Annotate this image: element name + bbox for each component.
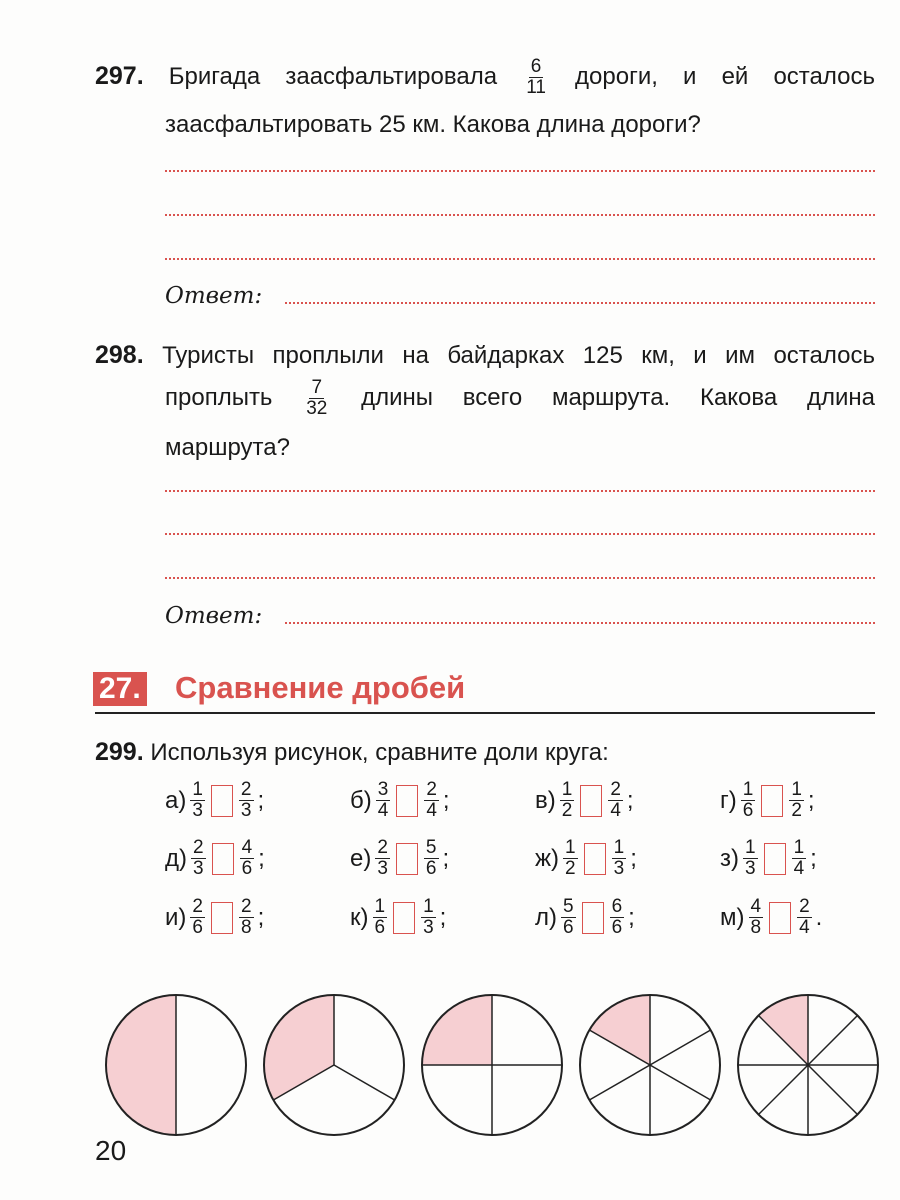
punctuation: ; [807, 786, 815, 814]
item-label: к) [350, 903, 369, 931]
problem-number: 299. [95, 738, 144, 766]
division-line [589, 1065, 650, 1100]
circle-diagrams [0, 980, 900, 1150]
item-label: д) [165, 844, 187, 872]
punctuation: ; [626, 786, 634, 814]
punctuation: ; [442, 786, 450, 814]
item-label: л) [535, 903, 557, 931]
problem-298-line2 [165, 378, 875, 419]
fraction-left [560, 780, 575, 821]
section-number: 27. [93, 672, 147, 706]
division-line [808, 1016, 857, 1065]
comparison-item [720, 838, 817, 879]
numerator: 2 [799, 896, 810, 917]
problem-297-line1 [95, 57, 875, 98]
numerator: 1 [745, 837, 756, 858]
item-label: а) [165, 786, 187, 814]
denominator: 3 [745, 858, 756, 879]
page-number: 20 [95, 1135, 127, 1166]
text: Используя рисунок, сравните доли круга: [150, 739, 609, 766]
fraction-left [376, 780, 391, 821]
circle-6-parts [580, 995, 720, 1135]
fraction-left [373, 897, 388, 938]
circle-8-parts [738, 995, 878, 1135]
fraction-left [743, 838, 758, 879]
answer-field[interactable] [285, 302, 875, 304]
fraction [306, 378, 327, 419]
comparison-sign-box[interactable] [769, 902, 791, 934]
numerator: 1 [565, 837, 576, 858]
comparison-sign-box[interactable] [764, 843, 786, 875]
comparison-item [350, 780, 450, 821]
denominator: 3 [240, 800, 252, 821]
numerator: 1 [561, 779, 573, 800]
fraction-right [789, 780, 804, 821]
fraction-right [608, 780, 623, 821]
answer-line[interactable] [165, 490, 875, 492]
circle-4-parts [422, 995, 562, 1135]
fraction-left [375, 838, 390, 879]
denominator: 8 [750, 917, 762, 938]
denominator: 6 [611, 917, 623, 938]
denominator: 6 [374, 917, 386, 938]
denominator: 3 [423, 917, 434, 938]
division-line [808, 1065, 857, 1114]
comparison-item [535, 897, 635, 938]
punctuation: . [815, 903, 823, 931]
denominator: 11 [526, 77, 546, 98]
problem-298-line1 [95, 340, 875, 371]
comparison-sign-box[interactable] [584, 843, 606, 875]
fraction-right [240, 838, 255, 879]
fraction-left [191, 838, 206, 879]
fraction-right [424, 838, 439, 879]
comparison-sign-box[interactable] [211, 902, 233, 934]
denominator: 8 [240, 917, 252, 938]
punctuation: ; [630, 844, 637, 872]
fraction-left [741, 780, 756, 821]
denominator: 4 [610, 800, 621, 821]
item-label: м) [720, 903, 745, 931]
fraction-right [792, 838, 807, 879]
fraction-left [190, 780, 205, 821]
comparison-item [165, 838, 265, 879]
punctuation: ; [442, 844, 450, 872]
division-line [650, 1030, 711, 1065]
item-label: б) [350, 786, 372, 814]
denominator: 6 [192, 917, 203, 938]
fraction-left [561, 897, 576, 938]
denominator: 4 [426, 800, 437, 821]
numerator: 2 [426, 779, 437, 800]
denominator: 3 [192, 800, 203, 821]
fraction-right [239, 780, 254, 821]
section-title: Сравнение дробей [175, 670, 466, 705]
numerator: 1 [192, 779, 203, 800]
denominator: 6 [425, 858, 437, 879]
punctuation: ; [810, 844, 817, 872]
numerator: 1 [793, 837, 805, 858]
divider [95, 712, 875, 714]
comparison-sign-box[interactable] [580, 785, 602, 817]
numerator: 2 [193, 837, 204, 858]
comparison-item [535, 838, 637, 879]
answer-line[interactable] [165, 533, 875, 535]
answer-line[interactable] [165, 258, 875, 260]
answer-line[interactable] [165, 214, 875, 216]
fraction-left [563, 838, 578, 879]
fraction-right [424, 780, 439, 821]
numerator: 2 [377, 837, 388, 858]
comparison-item [165, 780, 264, 821]
division-line [334, 1065, 395, 1100]
circle-2-parts [106, 995, 246, 1135]
text: проплыть [165, 383, 273, 411]
fraction-left [749, 897, 764, 938]
division-line [650, 1065, 711, 1100]
comparison-item [535, 780, 634, 821]
comparison-item [350, 838, 449, 879]
item-label: е) [350, 844, 372, 872]
text: Бригада заасфальтировала [168, 62, 498, 90]
comparison-item [165, 897, 264, 938]
fraction-right [612, 838, 627, 879]
text: длины всего маршрута. Какова длина [361, 383, 876, 411]
numerator: 2 [610, 779, 621, 800]
problem-number: 298. [95, 341, 144, 369]
denominator: 6 [241, 858, 253, 879]
fraction-right [239, 897, 254, 938]
item-label: и) [165, 903, 187, 931]
denominator: 6 [563, 917, 574, 938]
comparison-sign-box[interactable] [396, 843, 418, 875]
answer-field[interactable] [285, 622, 875, 624]
denominator: 6 [742, 800, 754, 821]
problem-297-line2: заасфальтировать 25 км. Какова длина дороги? [165, 111, 701, 138]
division-line [759, 1065, 808, 1114]
fraction-right [421, 897, 436, 938]
comparison-sign-box[interactable] [393, 902, 415, 934]
fraction-right [797, 897, 812, 938]
shaded-sector [264, 995, 334, 1100]
numerator: 2 [192, 896, 203, 917]
fraction-left [190, 897, 205, 938]
shaded-sector [106, 995, 176, 1135]
item-label: ж) [535, 844, 560, 872]
problem-number: 297. [95, 61, 144, 90]
shaded-sector [759, 995, 808, 1065]
numerator: 4 [750, 896, 762, 917]
comparison-item [720, 897, 822, 938]
comparison-sign-box[interactable] [211, 785, 233, 817]
denominator: 4 [377, 800, 389, 821]
denominator: 3 [377, 858, 388, 879]
text: дороги, и ей осталось [575, 62, 875, 90]
numerator: 5 [563, 896, 574, 917]
shaded-sector [589, 995, 650, 1065]
numerator: 4 [241, 837, 253, 858]
denominator: 2 [565, 858, 576, 879]
numerator: 1 [613, 837, 625, 858]
text: Туристы проплыли на байдарках 125 км, и им осталось [162, 342, 875, 369]
comparison-sign-box[interactable] [212, 843, 234, 875]
answer-label: Ответ: [165, 283, 263, 309]
denominator: 2 [561, 800, 573, 821]
punctuation: ; [257, 903, 265, 931]
numerator: 1 [791, 779, 802, 800]
punctuation: ; [258, 844, 265, 872]
denominator: 3 [613, 858, 625, 879]
numerator: 7 [311, 377, 323, 398]
denominator: 4 [793, 858, 805, 879]
numerator: 6 [611, 896, 623, 917]
numerator: 2 [240, 896, 252, 917]
fraction-right [610, 897, 625, 938]
fraction [526, 57, 546, 98]
comparison-item [350, 897, 446, 938]
numerator: 6 [530, 56, 542, 77]
numerator: 3 [377, 779, 389, 800]
comparison-sign-box[interactable] [761, 785, 783, 817]
punctuation: ; [439, 903, 447, 931]
problem-299-line1 [95, 737, 875, 768]
circle-3-parts [264, 995, 404, 1135]
comparison-sign-box[interactable] [396, 785, 418, 817]
denominator: 32 [306, 398, 328, 419]
punctuation: ; [257, 786, 265, 814]
answer-line[interactable] [165, 577, 875, 579]
comparison-item [720, 780, 815, 821]
comparison-sign-box[interactable] [582, 902, 604, 934]
numerator: 5 [425, 837, 437, 858]
item-label: з) [720, 844, 739, 872]
answer-line[interactable] [165, 170, 875, 172]
numerator: 1 [374, 896, 386, 917]
numerator: 1 [742, 779, 754, 800]
denominator: 3 [193, 858, 204, 879]
numerator: 1 [423, 896, 434, 917]
denominator: 4 [799, 917, 810, 938]
punctuation: ; [628, 903, 635, 931]
problem-298-line3: маршрута? [165, 434, 290, 461]
item-label: г) [720, 786, 737, 814]
numerator: 2 [240, 779, 252, 800]
denominator: 2 [791, 800, 802, 821]
answer-label: Ответ: [165, 603, 263, 629]
item-label: в) [535, 786, 556, 814]
